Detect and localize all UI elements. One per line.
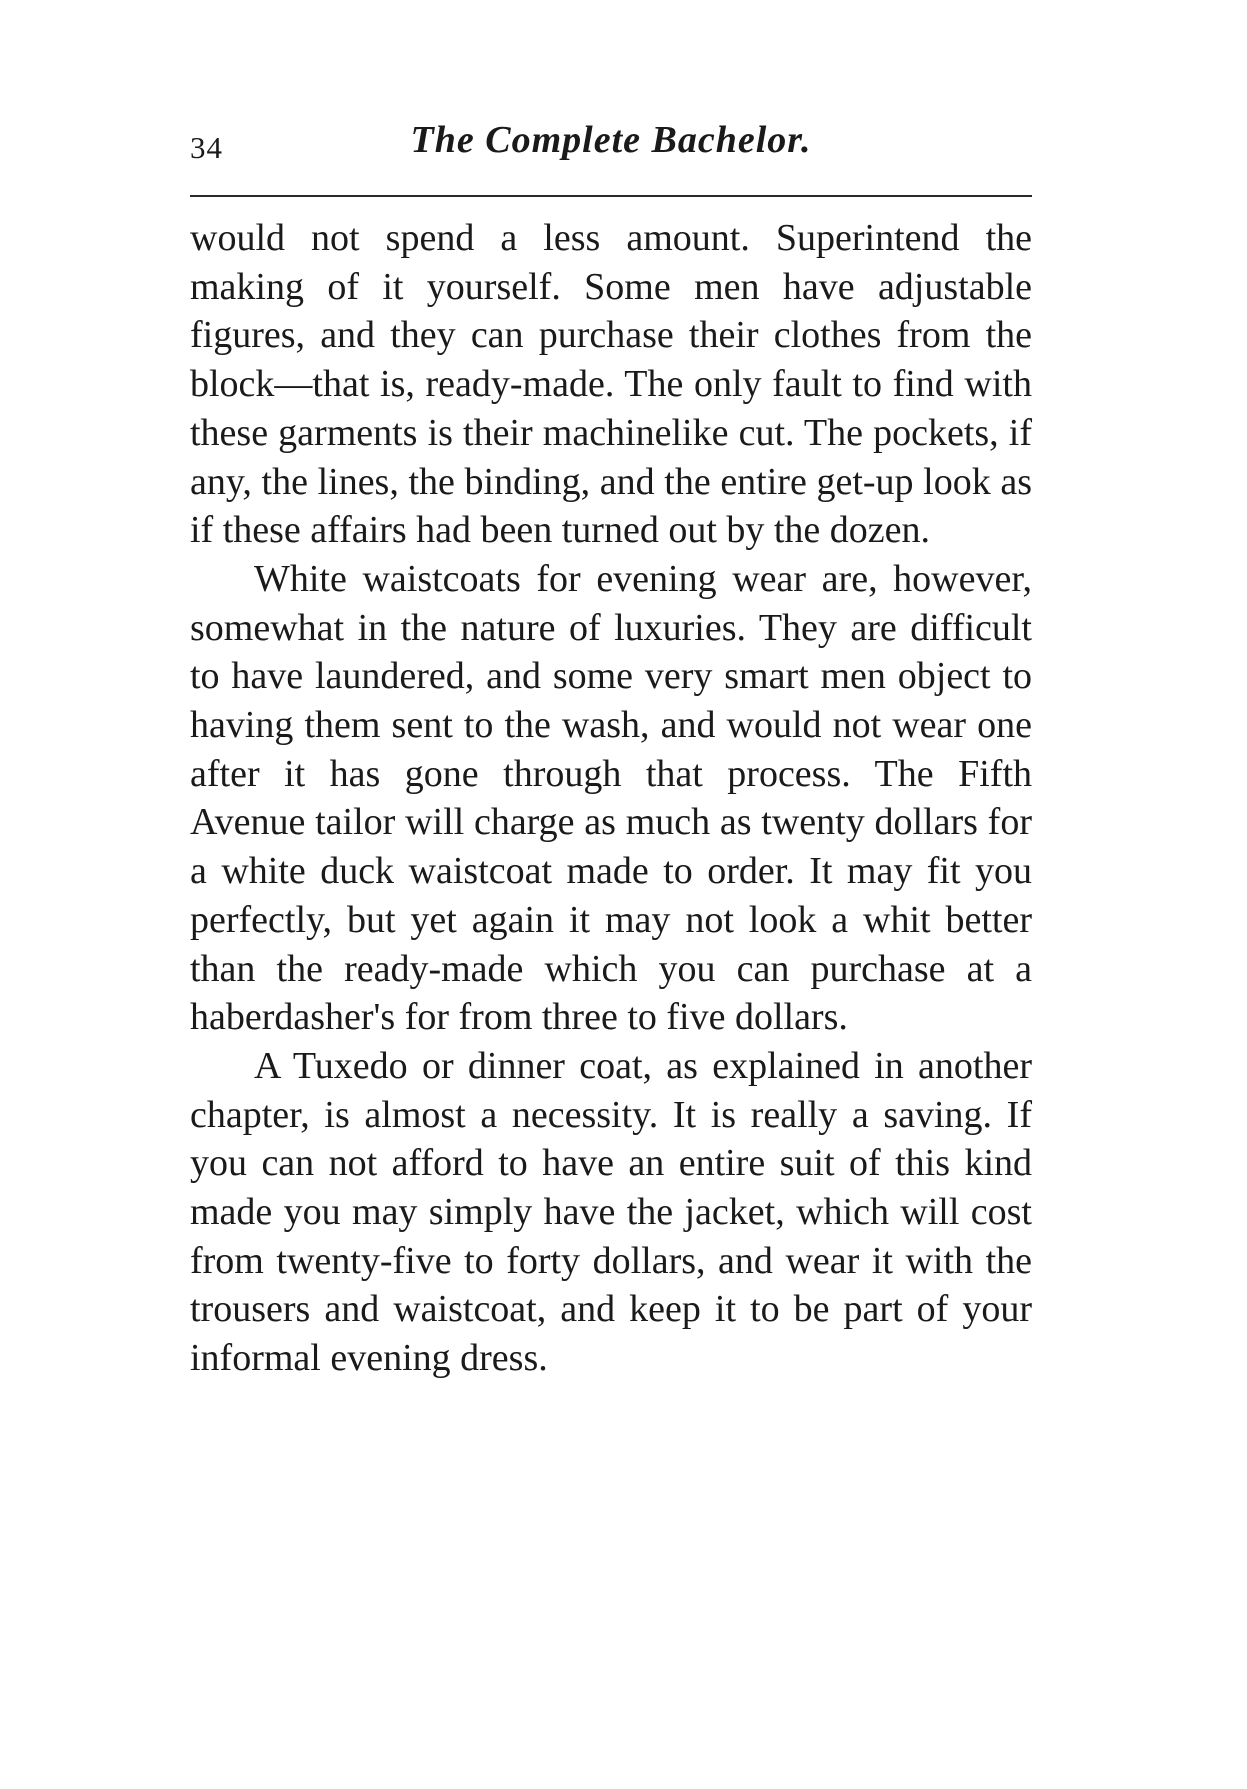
paragraph: would not spend a less amount. Superintend the making of it yourself. Some men have adjustable figures, and they can purchase their clothes from the block—that is, ready-made. The only fault to find with these garments is their machinelike cut. The pockets, if any, the lines, the binding, and the entire get-up look as if these affairs had been turned out by the dozen. bbox=[190, 217, 1032, 552]
page-number: 34 bbox=[190, 130, 223, 165]
paragraph: A Tuxedo or dinner coat, as explained in another chapter, is almost a necessity. It is really a saving. If you can not afford to have an entire suit of this kind made you may simply have the jacket, which will cost from twenty-five to forty dollars, and wear it with the trousers and waistcoat, and keep it to be part of your informal evening dress. bbox=[190, 1044, 1032, 1380]
paragraph: White waistcoats for evening wear are, however, somewhat in the nature of luxuries. They are difficult to have laundered, and some very smart men object to having them sent to the wash, and would not wear one after it has gone through that process. The Fifth Avenue tailor will charge as much as twenty dollars for a white duck waistcoat made to order. It may fit you perfectly, but yet again it may not look a whit better than the ready-made which you can purchase at a haberdasher's for from three to five dollars. bbox=[190, 557, 1032, 1039]
body-text bbox=[190, 214, 1032, 1383]
header-rule bbox=[190, 195, 1032, 197]
running-title: The Complete Bachelor. bbox=[410, 119, 812, 161]
page-header bbox=[190, 118, 1032, 178]
